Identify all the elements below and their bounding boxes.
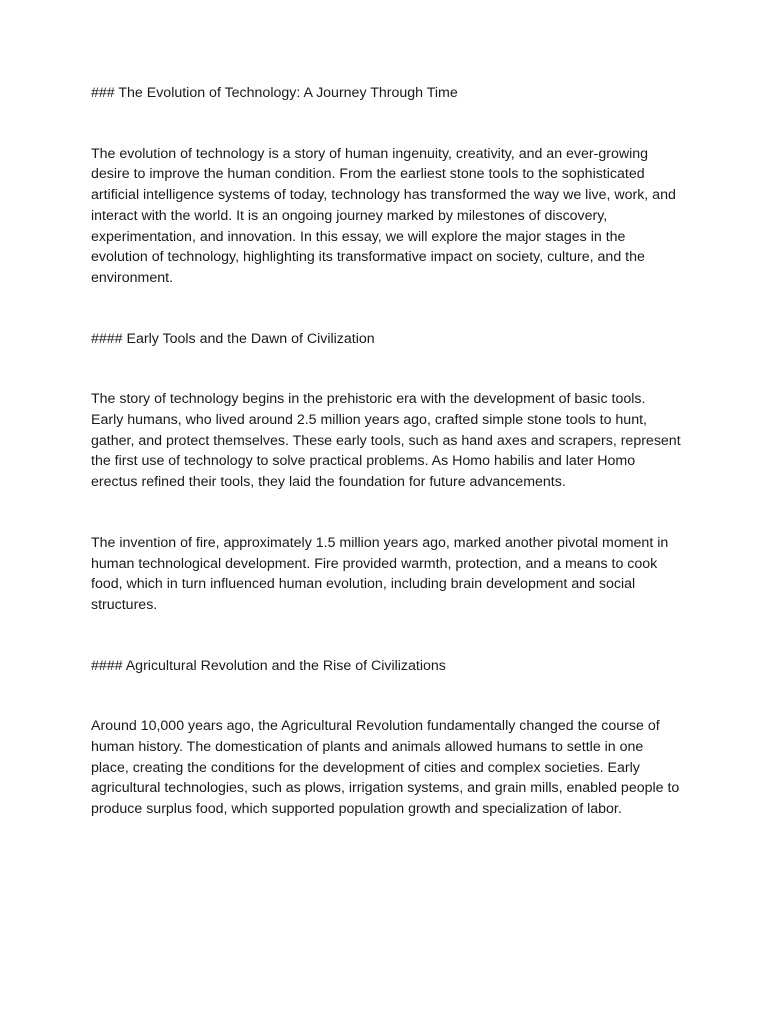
paragraph-agricultural-revolution-1: Around 10,000 years ago, the Agricultural Revolution fundamentally changed the course of human history. The domestication of plants and animals allowed humans to settle in one place, creating the conditions for the development of cities and complex societies. Early agricultural technologies, such as plows, irrigation systems, and grain mills, enabled people to produce surplus food, which supported population growth and specialization of labor. — [91, 718, 680, 818]
intro-paragraph: The evolution of technology is a story of human ingenuity, creativity, and an ever-growing desire to improve the human condition. From the earliest stone tools to the sophisticated artificial intelligence systems of today, technology has transformed the way we live, work, and interact with the world. It is an ongoing journey marked by milestones of discovery, experimentation, and innovation. In this essay, we will explore the major stages in the evolution of technology, highlighting its transformative impact on society, culture, and the environment. — [91, 145, 676, 286]
document-page — [91, 83, 681, 860]
paragraph-early-tools-2: The invention of fire, approximately 1.5 million years ago, marked another pivotal moment in human technological development. Fire provided warmth, protection, and a means to cook food, which in turn influenced human evolution, including brain development and social structures. — [91, 534, 669, 613]
paragraph-early-tools-1: The story of technology begins in the prehistoric era with the development of basic tools. Early humans, who lived around 2.5 million years ago, crafted simple stone tools to hunt, gather, and protect themselves. These early tools, such as hand axes and scrapers, represent the first use of technology to solve practical problems. As Homo habilis and later Homo erectus refined their tools, they laid the foundation for future advancements. — [91, 391, 681, 491]
section-heading-early-tools: #### Early Tools and the Dawn of Civilization — [91, 330, 375, 347]
section-heading-agricultural-revolution: #### Agricultural Revolution and the Rise of Civilizations — [91, 657, 446, 674]
document-title: ### The Evolution of Technology: A Journey Through Time — [91, 85, 458, 101]
